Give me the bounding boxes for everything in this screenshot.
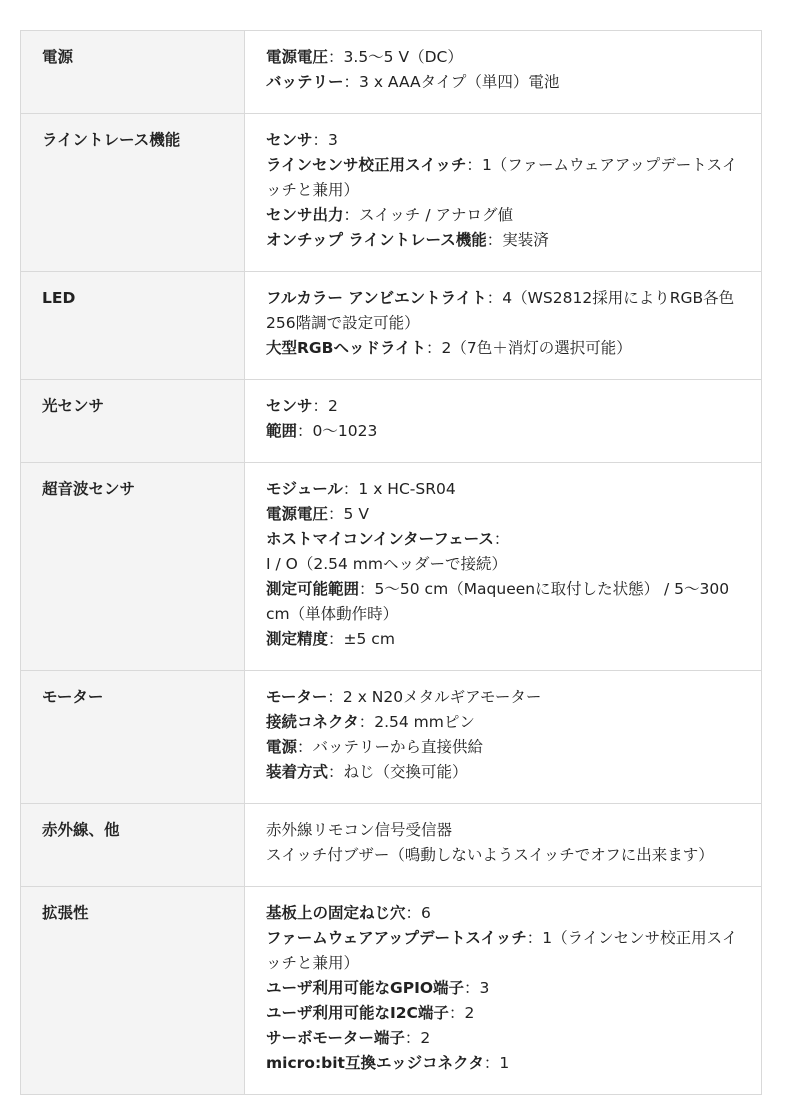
spec-separator: ： xyxy=(328,48,344,66)
spec-separator: ： xyxy=(358,713,375,731)
spec-line xyxy=(266,419,745,444)
spec-line xyxy=(266,818,745,843)
spec-value: 4（WS2812採用によりRGB各色256階調で設定可能） xyxy=(266,289,735,332)
spec-separator: ： xyxy=(328,505,344,523)
spec-category-label: 光センサ xyxy=(21,380,245,463)
spec-value: スイッチ / アナログ値 xyxy=(359,206,513,224)
spec-separator: ： xyxy=(493,530,510,548)
spec-key: フルカラー アンビエントライト xyxy=(266,289,487,307)
spec-value: 3 xyxy=(479,979,490,997)
spec-key: 基板上の固定ねじ穴 xyxy=(266,904,406,922)
spec-value: 2 xyxy=(420,1029,431,1047)
spec-line xyxy=(266,685,745,710)
spec-line xyxy=(266,901,745,926)
spec-key: 電源電圧 xyxy=(266,48,329,66)
spec-separator: ： xyxy=(405,904,422,922)
spec-line xyxy=(266,1001,745,1026)
spec-separator: ： xyxy=(343,73,360,91)
spec-key: センサ xyxy=(266,397,313,415)
spec-value: バッテリーから直接供給 xyxy=(312,738,484,756)
spec-separator: ： xyxy=(526,929,543,947)
spec-value: 6 xyxy=(421,904,431,922)
spec-value: 2 xyxy=(328,397,338,415)
spec-line xyxy=(266,394,745,419)
spec-category-label: 超音波センサ xyxy=(21,463,245,671)
spec-line xyxy=(266,577,745,627)
spec-line xyxy=(266,1051,745,1076)
spec-value: 1（ラインセンサ校正用スイッチと兼用） xyxy=(266,929,738,972)
spec-line xyxy=(266,926,745,976)
spec-line xyxy=(266,527,745,577)
spec-value: I / O（2.54 mmヘッダーで接続） xyxy=(266,555,507,573)
spec-details xyxy=(245,887,762,1095)
spec-table xyxy=(20,30,762,1095)
spec-value: 実装済 xyxy=(502,231,549,249)
spec-value: 2 xyxy=(464,1004,475,1022)
spec-value: 3 x AAAタイプ（単四）電池 xyxy=(359,73,560,91)
spec-line xyxy=(266,843,745,868)
spec-row xyxy=(21,463,762,671)
spec-details xyxy=(245,463,762,671)
spec-line xyxy=(266,128,745,153)
spec-details xyxy=(245,804,762,887)
spec-key: サーボモーター端子 xyxy=(266,1029,405,1047)
spec-value: 1（ファームウェアアップデートスイッチと兼用） xyxy=(266,156,738,199)
spec-line xyxy=(266,735,745,760)
spec-separator: ： xyxy=(312,397,329,415)
spec-key: センサ出力 xyxy=(266,206,344,224)
spec-separator: ： xyxy=(464,979,480,997)
spec-value: 3 xyxy=(328,131,338,149)
spec-value: 3.5〜5 V（DC） xyxy=(343,48,463,66)
spec-row xyxy=(21,804,762,887)
spec-line xyxy=(266,286,745,336)
spec-line xyxy=(266,760,745,785)
spec-row xyxy=(21,31,762,114)
spec-value: ±5 cm xyxy=(343,630,395,648)
spec-separator: ： xyxy=(486,231,503,249)
spec-row xyxy=(21,887,762,1095)
spec-key: 装着方式 xyxy=(266,763,329,781)
spec-separator: ： xyxy=(328,630,344,648)
spec-separator: ： xyxy=(486,289,503,307)
spec-row xyxy=(21,671,762,804)
spec-line xyxy=(266,203,745,228)
spec-line xyxy=(266,70,745,95)
spec-row xyxy=(21,380,762,463)
spec-category-label: ライントレース機能 xyxy=(21,114,245,272)
spec-key: ホストマイコンインターフェース xyxy=(266,530,494,548)
spec-key: micro:bit互換エッジコネクタ xyxy=(266,1054,484,1072)
spec-value: 2.54 mmピン xyxy=(374,713,475,731)
spec-separator: ： xyxy=(448,1004,465,1022)
spec-key: 大型RGBヘッドライト xyxy=(266,339,427,357)
spec-key: バッテリー xyxy=(266,73,344,91)
spec-value: 2（7色＋消灯の選択可能） xyxy=(441,339,632,357)
spec-line xyxy=(266,228,745,253)
spec-details xyxy=(245,31,762,114)
spec-key: 接続コネクタ xyxy=(266,713,359,731)
spec-separator: ： xyxy=(328,763,344,781)
spec-key: モーター xyxy=(266,688,328,706)
spec-separator: ： xyxy=(343,206,360,224)
spec-category-label: 赤外線、他 xyxy=(21,804,245,887)
spec-separator: ： xyxy=(426,339,442,357)
spec-separator: ： xyxy=(297,422,313,440)
spec-value: ねじ（交換可能） xyxy=(343,763,468,781)
spec-value: 1 xyxy=(499,1054,510,1072)
spec-key: 測定可能範囲 xyxy=(266,580,360,598)
spec-details xyxy=(245,380,762,463)
spec-category-label: 電源 xyxy=(21,31,245,114)
spec-separator: ： xyxy=(359,580,375,598)
spec-separator: ： xyxy=(404,1029,421,1047)
spec-key: 範囲 xyxy=(266,422,298,440)
spec-separator: ： xyxy=(327,688,343,706)
spec-key: ラインセンサ校正用スイッチ xyxy=(266,156,467,174)
spec-key: 電源電圧 xyxy=(266,505,329,523)
spec-category-label: 拡張性 xyxy=(21,887,245,1095)
spec-separator: ： xyxy=(342,480,359,498)
spec-details xyxy=(245,272,762,380)
spec-row xyxy=(21,272,762,380)
spec-details xyxy=(245,671,762,804)
spec-line xyxy=(266,976,745,1001)
spec-key: 電源 xyxy=(266,738,298,756)
spec-value: 1 x HC-SR04 xyxy=(358,480,456,498)
spec-value: 0〜1023 xyxy=(312,422,378,440)
spec-key: センサ xyxy=(266,131,313,149)
spec-value: 赤外線リモコン信号受信器 xyxy=(266,821,453,839)
spec-line xyxy=(266,502,745,527)
spec-separator: ： xyxy=(312,131,329,149)
spec-line xyxy=(266,710,745,735)
spec-details xyxy=(245,114,762,272)
spec-category-label: モーター xyxy=(21,671,245,804)
spec-key: 測定精度 xyxy=(266,630,329,648)
spec-line xyxy=(266,336,745,361)
spec-separator: ： xyxy=(297,738,313,756)
spec-value: 2 x N20メタルギアモーター xyxy=(342,688,542,706)
spec-line xyxy=(266,477,745,502)
spec-value: 5 V xyxy=(343,505,369,523)
spec-key: モジュール xyxy=(266,480,343,498)
spec-category-label: LED xyxy=(21,272,245,380)
spec-line xyxy=(266,45,745,70)
spec-key: オンチップ ライントレース機能 xyxy=(266,231,487,249)
spec-separator: ： xyxy=(483,1054,500,1072)
spec-line xyxy=(266,153,745,203)
spec-table-body xyxy=(21,31,762,1095)
spec-line xyxy=(266,1026,745,1051)
spec-value: 5〜50 cm（Maqueenに取付した状態） / 5〜300 cm（単体動作時） xyxy=(266,580,730,623)
spec-key: ファームウェアアップデートスイッチ xyxy=(266,929,527,947)
spec-key: ユーザ利用可能なI2C端子 xyxy=(266,1004,449,1022)
spec-row xyxy=(21,114,762,272)
spec-value: スイッチ付ブザー（鳴動しないようスイッチでオフに出来ます） xyxy=(266,846,714,864)
spec-line xyxy=(266,627,745,652)
spec-key: ユーザ利用可能なGPIO端子 xyxy=(266,979,465,997)
spec-separator: ： xyxy=(466,156,482,174)
